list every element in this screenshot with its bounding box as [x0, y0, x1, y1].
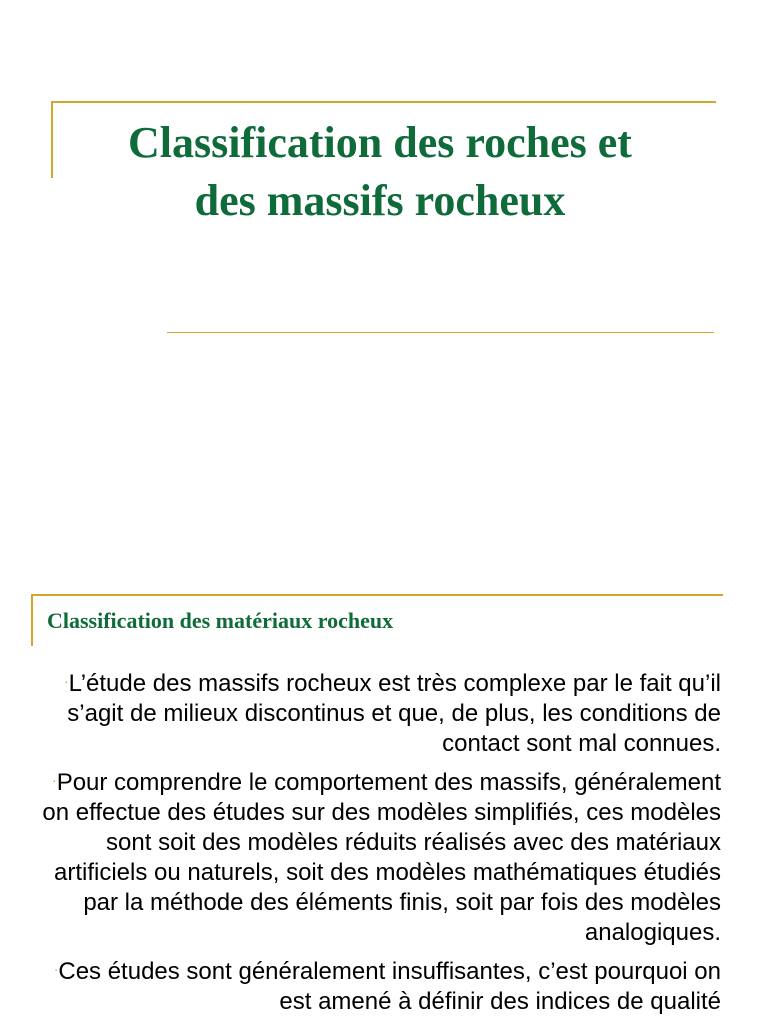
slide-title-line-1: Classification des roches et: [128, 118, 632, 167]
content-top-rule: [31, 594, 723, 596]
slide-title-line-2: des massifs rocheux: [194, 176, 566, 225]
content-slide-title: Classification des matériaux rocheux: [47, 608, 394, 633]
title-left-rule: [51, 101, 53, 178]
bullet-text: Pour comprendre le comportement des massifs, généralement on effectue des études sur des modèles simplifiés, ces modèles sont soit des modèles réduits réalisés avec des matériaux artificiels ou naturels, soit des modèles mathématiques étudiés par la méthode des éléments finis, soit par fois des modèles analogiques.: [42, 769, 721, 946]
bullet-dot-icon: ·: [64, 673, 69, 689]
bullet-dot-icon: ·: [53, 961, 59, 977]
bullet-paragraph: [40, 765, 721, 948]
bullet-text: L’étude des massifs rocheux est très complexe par le fait qu’il s’agit de milieux discontinus et que, de plus, les conditions de contact sont mal connues.: [67, 670, 721, 757]
content-bullet-list: [40, 666, 721, 1023]
bullet-paragraph: [40, 666, 721, 759]
bullet-dot-icon: ·: [52, 772, 57, 788]
bullet-text: Ces études sont généralement insuffisantes, c’est pourquoi on est amené à définir des indices de qualité: [58, 958, 721, 1015]
content-left-rule: [31, 594, 33, 646]
bullet-paragraph: [40, 954, 721, 1017]
subtitle-rule: [167, 332, 714, 333]
slide-title: [60, 114, 700, 230]
title-top-rule: [51, 101, 716, 103]
